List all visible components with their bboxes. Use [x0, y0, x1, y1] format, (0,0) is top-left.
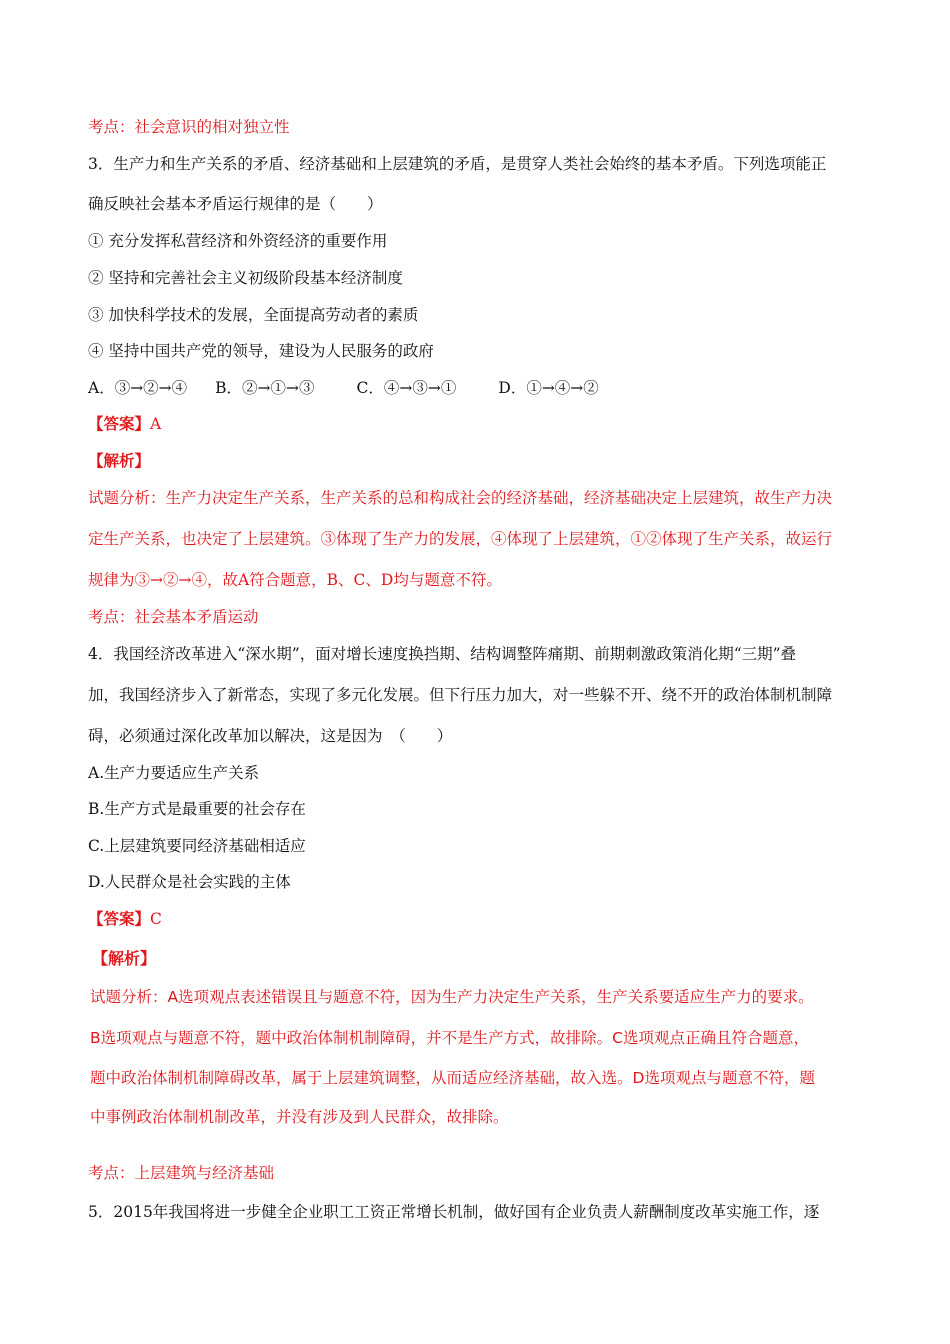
- q4-answer: [88, 908, 162, 930]
- q4-option-d: D.人民群众是社会实践的主体: [88, 873, 291, 891]
- q3-knowledge-point: 考点：社会基本矛盾运动: [88, 608, 259, 626]
- q3-item-3: ③ 加快科学技术的发展，全面提高劳动者的素质: [88, 306, 419, 324]
- q3-answer: [88, 413, 161, 435]
- q4-knowledge-point: 考点：上层建筑与经济基础: [88, 1164, 275, 1182]
- q4-stem-line-1: 4．我国经济改革进入“深水期”，面对增长速度换挡期、结构调整阵痛期、前期刺激政策消化期“三期”叠: [88, 645, 797, 663]
- q4-analysis-line-3: 题中政治体制机制障碍改革，属于上层建筑调整，从而适应经济基础，故入选。D选项观点与题意不符，题: [90, 1069, 815, 1087]
- q3-answer-label: 【答案】: [88, 414, 151, 433]
- q3-stem-line-2: 确反映社会基本矛盾运行规律的是（ ）: [88, 195, 383, 213]
- q4-answer-value: C: [150, 910, 162, 928]
- q4-option-b: B.生产方式是最重要的社会存在: [88, 800, 306, 818]
- q3-analysis-label: 【解析】: [88, 451, 151, 470]
- q3-stem-line-1: 3．生产力和生产关系的矛盾、经济基础和上层建筑的矛盾，是贯穿人类社会始终的基本矛盾。下列选项能正: [88, 155, 827, 173]
- q4-answer-label: 【答案】: [88, 909, 151, 928]
- q3-item-1: ① 充分发挥私营经济和外资经济的重要作用: [88, 232, 388, 250]
- q3-item-4: ④ 坚持中国共产党的领导，建设为人民服务的政府: [88, 342, 434, 360]
- q4-analysis-line-1: 试题分析：A选项观点表述错误且与题意不符，因为生产力决定生产关系，生产关系要适应生产力的要求。: [90, 988, 814, 1006]
- q3-option-c: C．④→③→①: [356, 379, 457, 397]
- q4-stem-line-2: 加，我国经济步入了新常态，实现了多元化发展。但下行压力加大，对一些躲不开、绕不开的政治体制机制障: [88, 686, 833, 704]
- q4-analysis-line-2: B选项观点与题意不符，题中政治体制机制障碍，并不是生产方式，故排除。C选项观点正确且符合题意，: [90, 1029, 809, 1047]
- q3-analysis-line-2: 定生产关系，也决定了上层建筑。③体现了生产力的发展，④体现了上层建筑，①②体现了生产关系，故运行: [88, 530, 833, 548]
- q5-stem-line-1: 5．2015年我国将进一步健全企业职工工资正常增长机制，做好国有企业负责人薪酬制度改革实施工作，逐: [88, 1203, 820, 1221]
- q3-answer-value: A: [150, 415, 162, 433]
- q4-stem-line-3: 碍，必须通过深化改革加以解决，这是因为 （ ）: [88, 727, 453, 745]
- q3-option-d: D．①→④→②: [498, 379, 599, 397]
- q3-options: [88, 377, 599, 399]
- q4-option-c: C.上层建筑要同经济基础相适应: [88, 837, 306, 855]
- q3-analysis-line-3: 规律为③→②→④，故A符合题意，B、C、D均与题意不符。: [88, 571, 502, 589]
- q2-knowledge-point: 考点：社会意识的相对独立性: [88, 118, 290, 136]
- q3-option-a: A．③→②→④: [88, 379, 188, 397]
- q4-analysis-line-4: 中事例政治体制机制改革，并没有涉及到人民群众，故排除。: [90, 1108, 509, 1126]
- q4-analysis-label: 【解析】: [92, 949, 157, 968]
- q3-option-b: B．②→①→③: [215, 379, 315, 397]
- q3-item-2: ② 坚持和完善社会主义初级阶段基本经济制度: [88, 269, 403, 287]
- q4-option-a: A.生产力要适应生产关系: [88, 764, 260, 782]
- q3-analysis-line-1: 试题分析：生产力决定生产关系，生产关系的总和构成社会的经济基础，经济基础决定上层建筑，故生产力决: [88, 489, 833, 507]
